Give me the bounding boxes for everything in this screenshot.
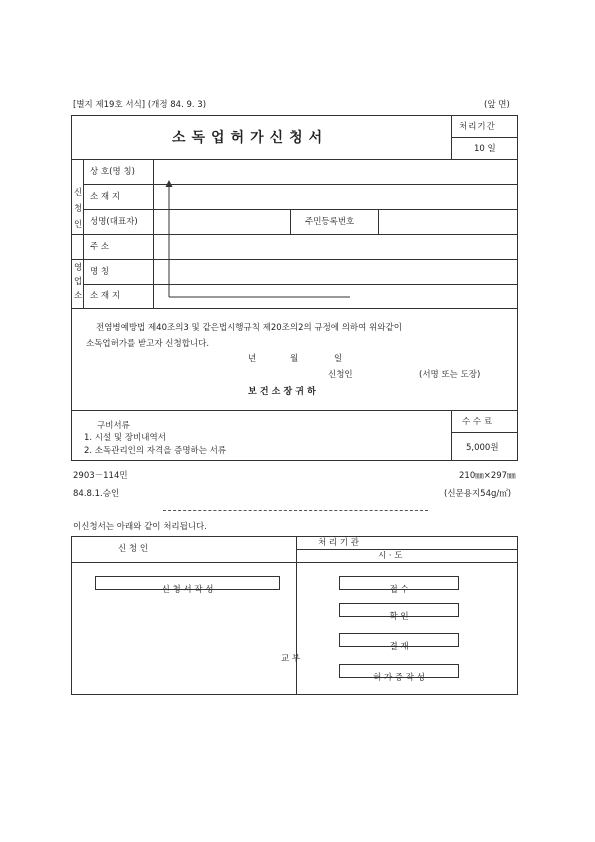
processing-period-label: 처리기간 xyxy=(459,122,496,132)
business-name-label: 명 칭 xyxy=(90,267,110,277)
date-year: 년 xyxy=(248,354,257,364)
recipient: 보 건 소 장 귀 하 xyxy=(248,387,316,397)
form-reference: [별지 제19호 서식] (개정 84. 9. 3) xyxy=(73,100,207,110)
form-code: 2903－114민 xyxy=(73,471,128,481)
statement-line-2: 소독업허가를 받고자 신청합니다. xyxy=(86,339,210,349)
approval-date: 84.8.1.승인 xyxy=(73,489,120,499)
statement-line-1: 전염병예방법 제40조의3 및 같은법시행규칙 제20조의2의 규정에 의하여 위와같이 xyxy=(96,323,402,333)
required-document-2: 2. 소독관리인의 자격을 증명하는 서류 xyxy=(84,446,227,456)
up-arrow-icon xyxy=(160,180,360,300)
date-month: 월 xyxy=(290,354,299,364)
page-side-label: (앞 면) xyxy=(484,100,510,110)
business-group-label-2: 업 xyxy=(74,277,83,287)
business-location-label: 소 재 지 xyxy=(90,291,121,301)
required-documents-title: 구비서류 xyxy=(97,421,130,431)
business-group-label-1: 영 xyxy=(74,263,83,273)
applicant-group-label-2: 청 xyxy=(74,204,83,214)
address-label: 주 소 xyxy=(90,242,110,252)
date-day: 일 xyxy=(334,354,343,364)
step-receipt: 접 수 xyxy=(339,576,459,590)
column-city-province: 시 · 도 xyxy=(378,551,403,561)
resident-number-field[interactable] xyxy=(380,211,517,233)
required-document-1: 1. 시설 및 장비내역서 xyxy=(84,433,166,443)
form-title: 소독업허가신청서 xyxy=(172,130,329,146)
location-label: 소 재 지 xyxy=(90,192,121,202)
representative-name-label: 성명(대표자) xyxy=(90,217,138,227)
fee-value: 5,000원 xyxy=(466,443,499,453)
process-intro: 이신청서는 아래와 같이 처리됩니다. xyxy=(73,522,207,532)
business-group-label-3: 소 xyxy=(74,291,83,301)
paper-size: 210㎜×297㎜ xyxy=(459,471,516,481)
step-license-issuance: 허 가 증 작 성 xyxy=(339,664,459,678)
processing-period-value: 10 일 xyxy=(474,144,496,154)
step-application-writing: 신 청 서 작 성 xyxy=(95,576,280,590)
step-approval: 결 재 xyxy=(339,633,459,647)
applicant-sign-label: 신청인 xyxy=(328,370,353,380)
column-applicant: 신 청 인 xyxy=(118,544,149,554)
applicant-group-label-1: 신 xyxy=(74,188,83,198)
step-delivery: 교 부 xyxy=(281,654,301,664)
resident-number-label: 주민등록번호 xyxy=(305,217,355,227)
column-agency: 처 리 기 관 xyxy=(318,538,359,548)
sign-note: (서명 또는 도장) xyxy=(419,370,481,380)
trade-name-label: 상 호(명 칭) xyxy=(90,167,135,177)
applicant-group-label-3: 인 xyxy=(74,220,83,230)
paper-type: (신문용지54g/㎡) xyxy=(444,489,512,499)
step-verification: 확 인 xyxy=(339,603,459,617)
fee-label: 수 수 료 xyxy=(462,417,493,427)
cut-line xyxy=(163,510,428,511)
